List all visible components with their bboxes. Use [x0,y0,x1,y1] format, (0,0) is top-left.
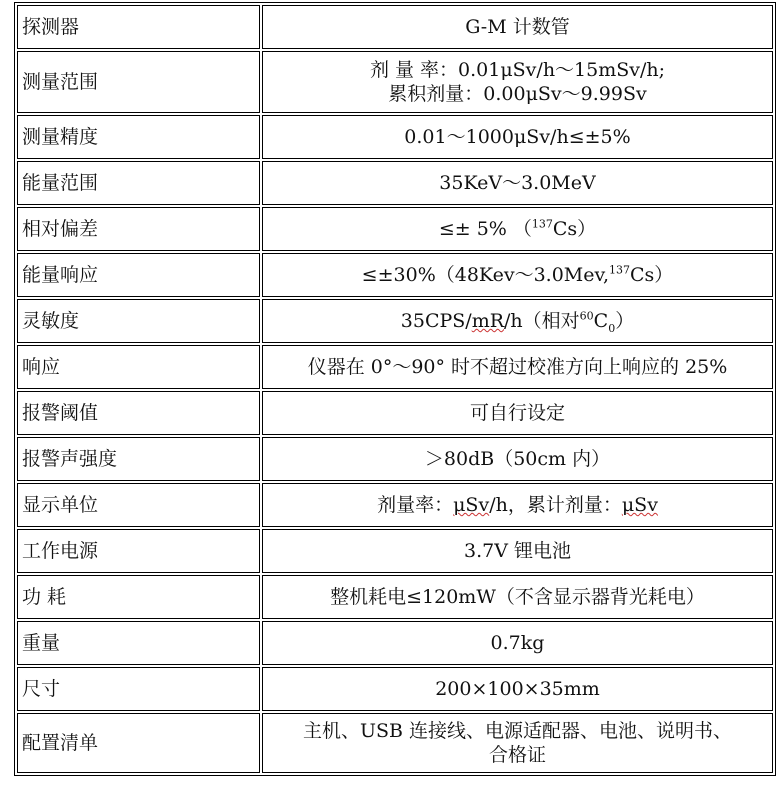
subscript: 0 [608,321,616,335]
row-label: 配置清单 [17,713,260,773]
row-label: 测量范围 [17,51,260,113]
value-text: mR [471,310,505,332]
table-row [17,115,773,159]
table-row [17,483,773,527]
value-text: Cs） [630,264,674,286]
value-text: ≤± 5% （ [438,218,532,240]
table-row [17,437,773,481]
value-text: Cs） [552,218,597,240]
row-label: 工作电源 [17,529,260,573]
spec-table [14,2,776,776]
table-row [17,667,773,711]
row-value: G-M 计数管 [262,5,773,49]
value-text: ） [615,310,635,332]
table-row [17,529,773,573]
row-value: 整机耗电≤120mW（不含显示器背光耗电） [262,575,773,619]
row-label: 相对偏差 [17,207,260,251]
value-text: 剂量率： [377,494,454,516]
row-value: 仪器在 0°～90° 时不超过校准方向上响应的 25% [262,345,773,389]
row-value: 0.01～1000μSv/h≤±5% [262,115,773,159]
table-row [17,5,773,49]
value-text: μSv [621,494,658,516]
isotope-mass: 137 [609,263,631,277]
value-text: ≤±30%（48Kev～3.0Mev, [361,264,610,286]
value-text: μSv [453,494,490,516]
value-line: 合格证 [488,744,546,766]
row-value [262,713,773,773]
row-label: 探测器 [17,5,260,49]
table-row [17,253,773,297]
table-row [17,621,773,665]
row-label: 能量范围 [17,161,260,205]
row-value [262,207,773,251]
value-text: 35CPS/ [400,310,472,332]
row-value [262,483,773,527]
value-text: C [593,310,609,332]
row-label: 测量精度 [17,115,260,159]
value-text: /h（相对 [504,310,580,332]
isotope-mass: 137 [531,217,553,231]
row-label: 报警阈值 [17,391,260,435]
isotope-mass: 60 [579,309,594,323]
table-row [17,391,773,435]
table-row [17,161,773,205]
value-line: 主机、USB 连接线、电源适配器、电池、说明书、 [302,720,733,742]
table-row [17,345,773,389]
value-line: 剂 量 率：0.01μSv/h～15mSv/h; [369,59,666,81]
row-value [262,299,773,343]
row-value: 0.7kg [262,621,773,665]
row-label: 报警声强度 [17,437,260,481]
row-label: 重量 [17,621,260,665]
row-value: ＞80dB（50cm 内） [262,437,773,481]
row-label: 灵敏度 [17,299,260,343]
row-value: 200×100×35mm [262,667,773,711]
table-row [17,299,773,343]
row-label: 尺寸 [17,667,260,711]
row-label: 能量响应 [17,253,260,297]
table-row [17,207,773,251]
row-value [262,51,773,113]
row-value: 35KeV～3.0MeV [262,161,773,205]
table-row [17,713,773,773]
value-line: 累积剂量：0.00μSv～9.99Sv [388,83,647,105]
row-value: 可自行设定 [262,391,773,435]
table-row [17,575,773,619]
row-label: 功 耗 [17,575,260,619]
row-label: 显示单位 [17,483,260,527]
row-label: 响应 [17,345,260,389]
value-text: /h，累计剂量： [489,494,622,516]
row-value: 3.7V 锂电池 [262,529,773,573]
row-value [262,253,773,297]
table-row [17,51,773,113]
